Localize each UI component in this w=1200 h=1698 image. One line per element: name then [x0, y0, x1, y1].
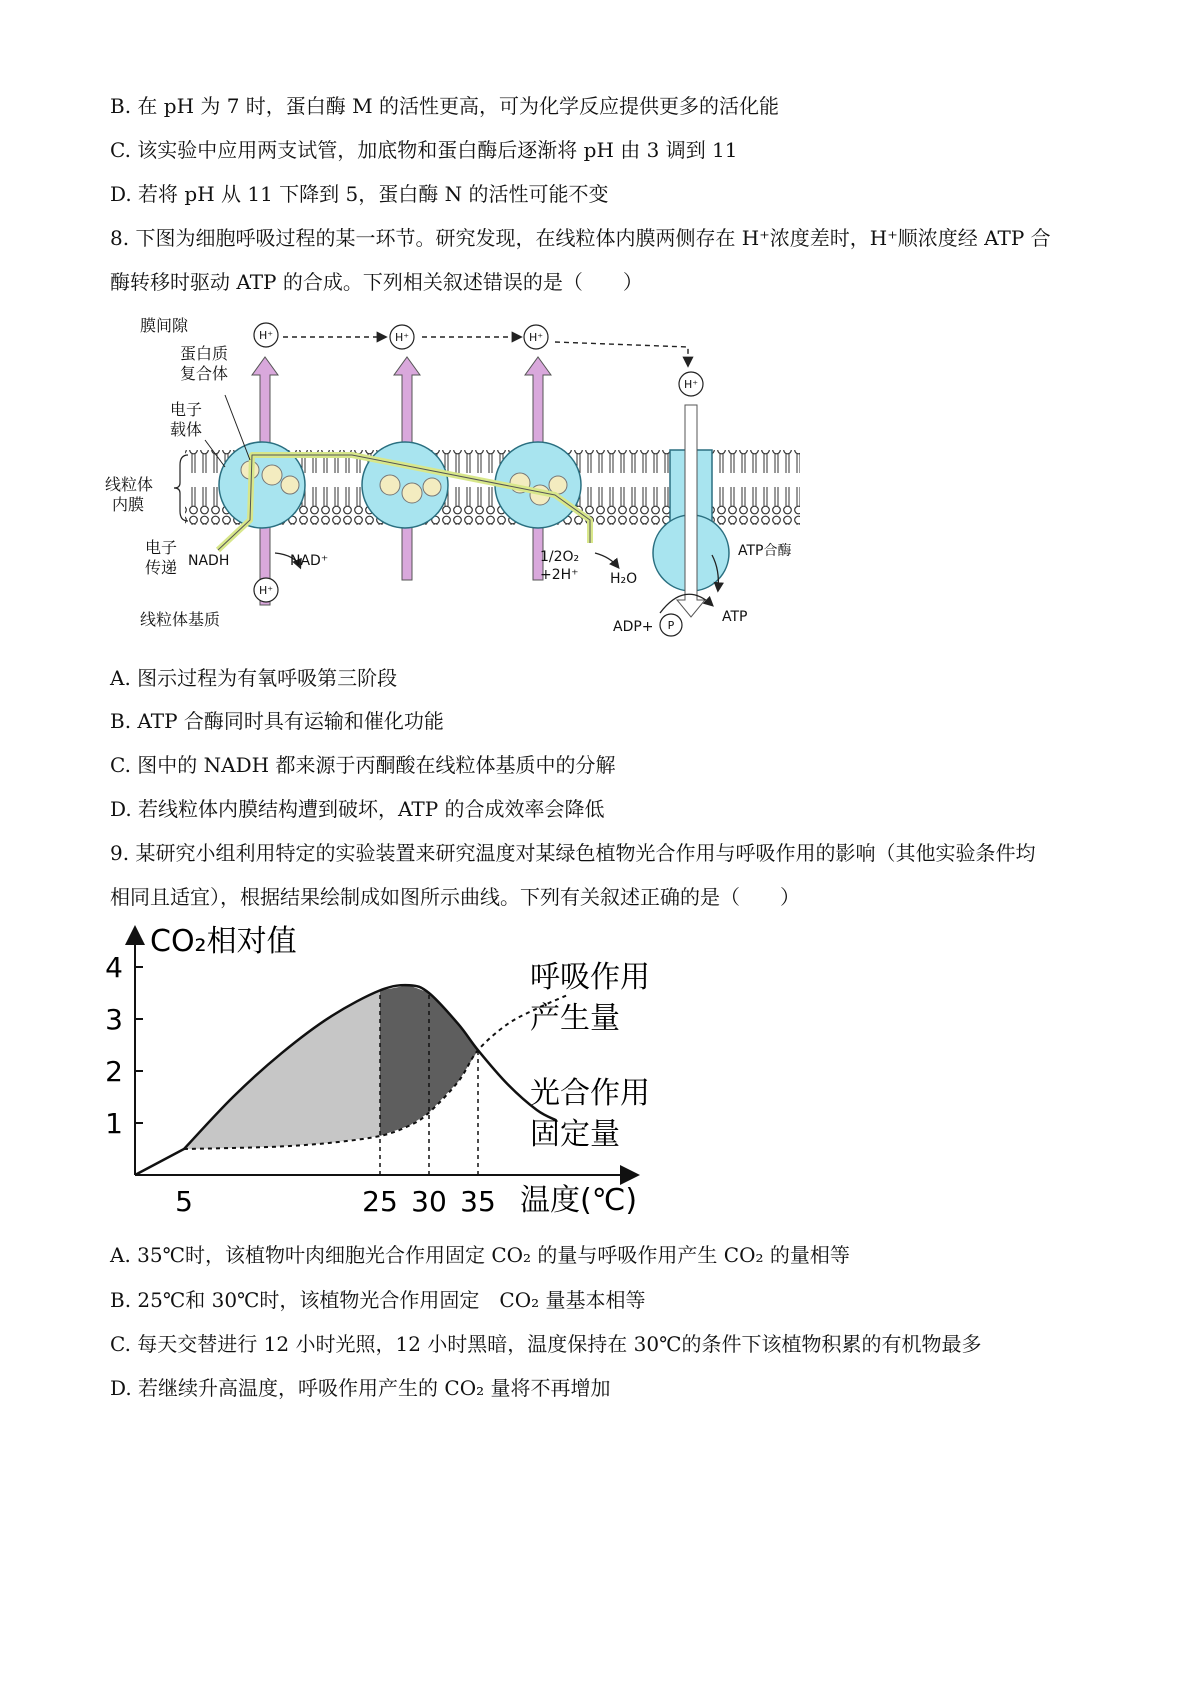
- q8-stem-line2: 酶转移时驱动 ATP 的合成。下列相关叙述错误的是（ ）: [110, 270, 643, 294]
- q8-option-a: A. 图示过程为有氧呼吸第三阶段: [110, 666, 398, 690]
- q7-option-b: B. 在 pH 为 7 时，蛋白酶 M 的活性更高，可为化学反应提供更多的活化能: [110, 94, 780, 118]
- q9-option-a: A. 35℃时，该植物叶肉细胞光合作用固定 CO₂ 的量与呼吸作用产生 CO₂ 的量相等: [110, 1243, 850, 1267]
- label-nad: NAD⁺: [290, 553, 329, 569]
- label-water: H₂O: [610, 571, 638, 587]
- co2-chart: [100, 915, 740, 1235]
- legend-photosynthesis-2: 固定量: [530, 1117, 620, 1152]
- svg-text:复合体: 复合体: [180, 364, 229, 383]
- respiration-diagram: [100, 305, 820, 655]
- label-electron-carrier: 电子: [170, 400, 203, 419]
- q8-option-c: C. 图中的 NADH 都来源于丙酮酸在线粒体基质中的分解: [110, 753, 616, 777]
- label-inner-membrane: 线粒体: [105, 475, 154, 494]
- x-tick-label-25: 25: [362, 1185, 398, 1218]
- label-oxygen: 1/2O₂: [540, 549, 580, 565]
- label-atp: ATP: [722, 609, 748, 625]
- legend-respiration-2: 产生量: [530, 1001, 620, 1036]
- x-axis-title: 温度(℃): [520, 1183, 638, 1218]
- label-nadh: NADH: [188, 553, 230, 569]
- q9-stem-line2: 相同且适宜），根据结果绘制成如图所示曲线。下列有关叙述正确的是（ ）: [110, 885, 800, 909]
- svg-text:H⁺: H⁺: [258, 329, 274, 342]
- y-tick-label-4: 4: [105, 951, 123, 984]
- svg-text:传递: 传递: [145, 558, 178, 577]
- y-tick-label-2: 2: [105, 1055, 123, 1088]
- svg-text:内膜: 内膜: [112, 495, 145, 514]
- legend-respiration-1: 呼吸作用: [530, 960, 650, 995]
- label-intermembrane: 膜间隙: [140, 316, 189, 335]
- svg-text:+2H⁺: +2H⁺: [540, 567, 579, 583]
- svg-text:H⁺: H⁺: [258, 584, 274, 597]
- x-tick-label-5: 5: [175, 1185, 193, 1218]
- q9-option-d: D. 若继续升高温度，呼吸作用产生的 CO₂ 量将不再增加: [110, 1376, 611, 1400]
- q8-stem-line1: 8. 下图为细胞呼吸过程的某一环节。研究发现，在线粒体内膜两侧存在 H⁺浓度差时，H⁺顺浓度经 ATP 合: [110, 226, 1051, 250]
- y-axis-title: CO₂相对值: [150, 924, 297, 959]
- x-tick-label-35: 35: [460, 1185, 496, 1218]
- label-matrix: 线粒体基质: [140, 610, 221, 629]
- q8-option-b: B. ATP 合酶同时具有运输和催化功能: [110, 709, 444, 733]
- label-electron-transfer: 电子: [145, 538, 178, 557]
- label-protein-complex: 蛋白质: [180, 344, 229, 363]
- svg-text:H⁺: H⁺: [394, 331, 410, 344]
- x-tick-label-30: 30: [411, 1185, 447, 1218]
- y-tick-label-3: 3: [105, 1003, 123, 1036]
- q9-option-c: C. 每天交替进行 12 小时光照，12 小时黑暗，温度保持在 30℃的条件下该植物积累的有机物最多: [110, 1332, 982, 1356]
- svg-text:P: P: [667, 619, 675, 632]
- q7-option-c: C. 该实验中应用两支试管，加底物和蛋白酶后逐渐将 pH 由 3 调到 11: [110, 138, 738, 162]
- q7-option-d: D. 若将 pH 从 11 下降到 5，蛋白酶 N 的活性可能不变: [110, 182, 609, 206]
- area-photosynthesis-25: [184, 990, 380, 1149]
- legend-photosynthesis-1: 光合作用: [530, 1076, 650, 1111]
- q9-option-b: B. 25℃和 30℃时，该植物光合作用固定 CO₂ 量基本相等: [110, 1288, 646, 1312]
- q8-option-d: D. 若线粒体内膜结构遭到破坏，ATP 的合成效率会降低: [110, 797, 605, 821]
- svg-text:H⁺: H⁺: [528, 331, 544, 344]
- y-tick-label-1: 1: [105, 1107, 123, 1140]
- label-adp: ADP+: [613, 619, 654, 635]
- svg-text:载体: 载体: [170, 420, 203, 439]
- svg-text:H⁺: H⁺: [683, 378, 699, 391]
- label-atp-synthase: ATP合酶: [738, 543, 792, 559]
- q9-stem-line1: 9. 某研究小组利用特定的实验装置来研究温度对某绿色植物光合作用与呼吸作用的影响（其他实验条件均: [110, 841, 1036, 865]
